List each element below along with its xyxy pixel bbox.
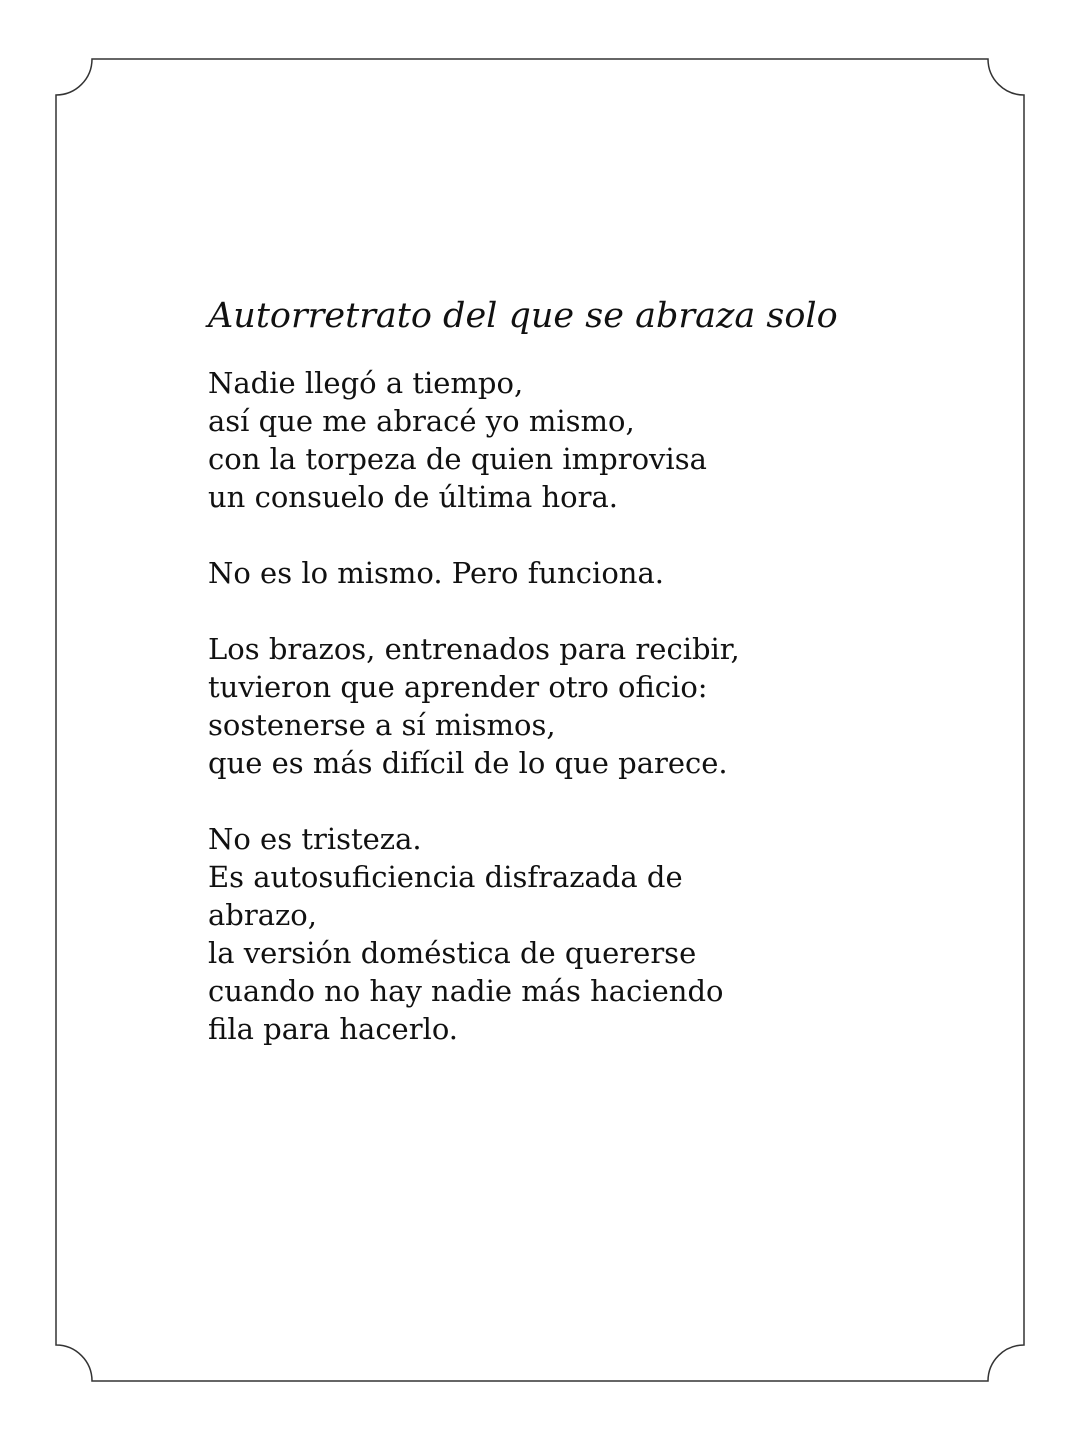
poem-line: un consuelo de última hora. bbox=[208, 480, 618, 514]
poem-line: tuvieron que aprender otro oficio: bbox=[208, 670, 708, 704]
poem-line: así que me abracé yo mismo, bbox=[208, 404, 635, 438]
poem-line: No es tristeza. bbox=[208, 822, 422, 856]
stanza-1 bbox=[208, 364, 968, 516]
poem-line: Nadie llegó a tiempo, bbox=[208, 366, 524, 400]
poem-line: la versión doméstica de quererse bbox=[208, 936, 697, 970]
stanza-4 bbox=[208, 820, 968, 1048]
poem-line: cuando no hay nadie más haciendo bbox=[208, 974, 724, 1008]
poem-line: Los brazos, entrenados para recibir, bbox=[208, 632, 740, 666]
poem-line: abrazo, bbox=[208, 898, 317, 932]
poem-line: que es más difícil de lo que parece. bbox=[208, 746, 728, 780]
poem-line: No es lo mismo. Pero funciona. bbox=[208, 556, 664, 590]
stanza-2 bbox=[208, 554, 968, 592]
poem-line: Es autosuficiencia disfrazada de bbox=[208, 860, 683, 894]
poem-line: con la torpeza de quien improvisa bbox=[208, 442, 707, 476]
poem-line: fila para hacerlo. bbox=[208, 1012, 459, 1046]
poem-line: sostenerse a sí mismos, bbox=[208, 708, 556, 742]
stanza-3 bbox=[208, 630, 968, 782]
poem bbox=[208, 294, 968, 1086]
poem-title: Autorretrato del que se abraza solo bbox=[208, 296, 838, 336]
